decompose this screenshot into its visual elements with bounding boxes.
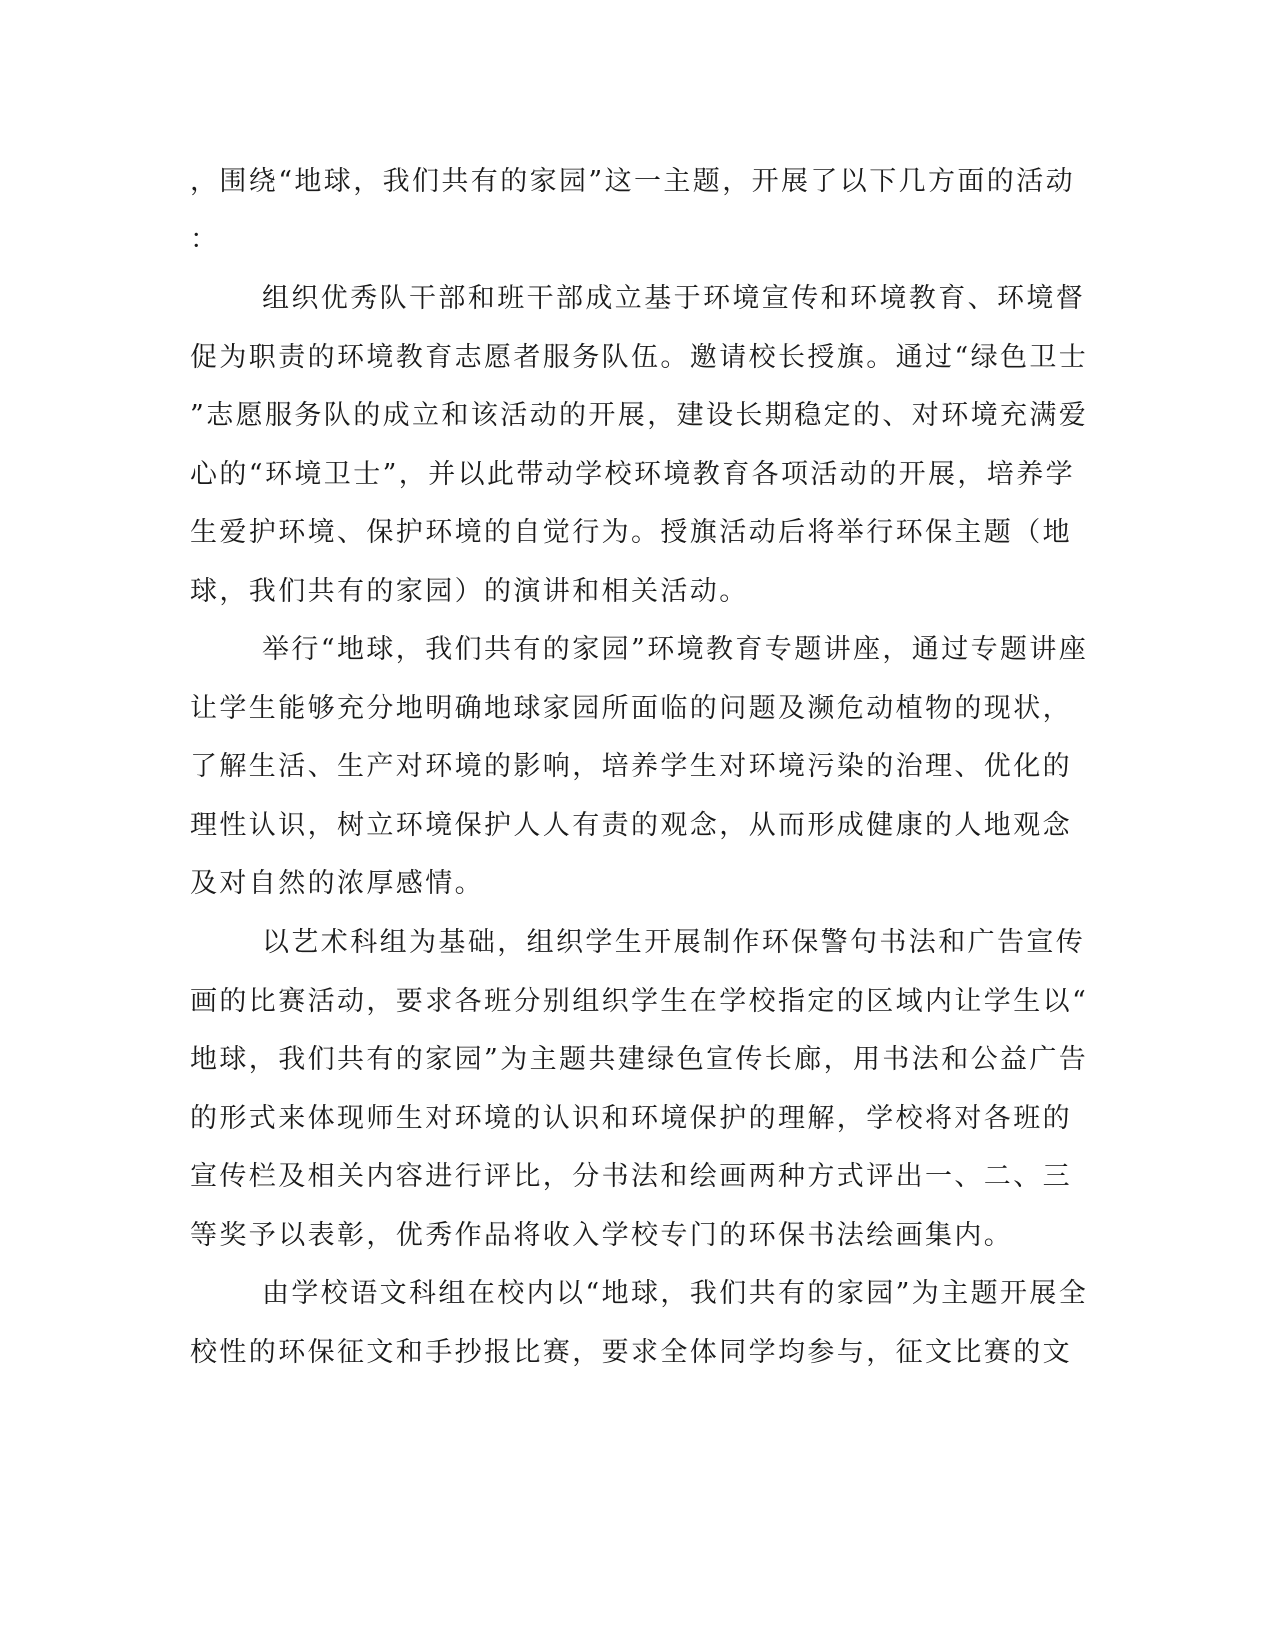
text-line: ，围绕“地球，我们共有的家园”这一主题，开展了以下几方面的活动 — [190, 166, 1076, 197]
text-line: 球，我们共有的家园）的演讲和相关活动。 — [190, 576, 749, 607]
paragraph-first-line: 以艺术科组为基础，组织学生开展制作环保警句书法和广告宣传 — [262, 927, 1086, 958]
text-line: 校性的环保征文和手抄报比赛，要求全体同学均参与，征文比赛的文 — [190, 1337, 1072, 1368]
paragraph-first-line: 举行“地球，我们共有的家园”环境教育专题讲座，通过专题讲座 — [262, 634, 1089, 665]
text-line: 了解生活、生产对环境的影响，培养学生对环境污染的治理、优化的 — [190, 751, 1072, 782]
paragraph-first-line: 组织优秀队干部和班干部成立基于环境宣传和环境教育、环境督 — [262, 283, 1086, 314]
paragraph-first-line: 由学校语文科组在校内以“地球，我们共有的家园”为主题开展全 — [262, 1278, 1089, 1309]
text-line: 心的“环境卫士”，并以此带动学校环境教育各项活动的开展，培养学 — [190, 459, 1076, 490]
text-line: 生爱护环境、保护环境的自觉行为。授旗活动后将举行环保主题（地 — [190, 517, 1072, 548]
text-line: 地球，我们共有的家园”为主题共建绿色宣传长廊，用书法和公益广告 — [190, 1044, 1089, 1075]
text-line: 让学生能够充分地明确地球家园所面临的问题及濒危动植物的现状， — [190, 693, 1072, 724]
text-line: ”志愿服务队的成立和该活动的开展，建设长期稳定的、对环境充满爱 — [190, 400, 1089, 431]
text-line: 等奖予以表彰，优秀作品将收入学校专门的环保书法绘画集内。 — [190, 1220, 1014, 1251]
text-line: 宣传栏及相关内容进行评比，分书法和绘画两种方式评出一、二、三 — [190, 1161, 1072, 1192]
text-line: 理性认识，树立环境保护人人有责的观念，从而形成健康的人地观念 — [190, 810, 1072, 841]
text-line: 促为职责的环境教育志愿者服务队伍。邀请校长授旗。通过“绿色卫士 — [190, 342, 1089, 373]
text-line: 及对自然的浓厚感情。 — [190, 868, 484, 899]
text-line: ： — [190, 224, 220, 255]
text-line: 的形式来体现师生对环境的认识和环境保护的理解，学校将对各班的 — [190, 1103, 1072, 1134]
text-line: 画的比赛活动，要求各班分别组织学生在学校指定的区域内让学生以“ — [190, 986, 1089, 1017]
